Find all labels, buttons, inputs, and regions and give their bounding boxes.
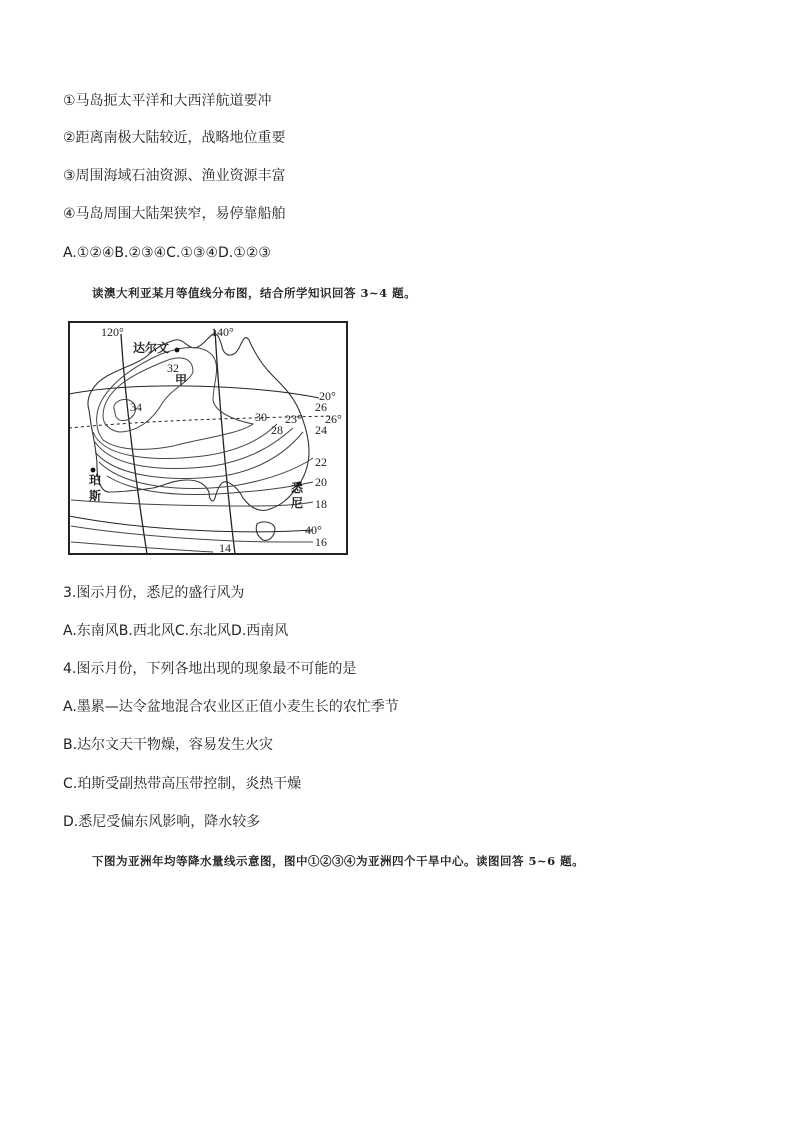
label-iso-20: 20 — [315, 475, 327, 489]
label-perth-line2: 斯 — [89, 489, 102, 503]
question-4-option-a: A.墨累—达令盆地混合农业区正值小麦生长的农忙季节 — [63, 699, 399, 715]
label-iso-22: 22 — [315, 455, 327, 469]
label-iso-24: 24 — [315, 423, 327, 437]
label-perth-line1: 珀 — [89, 473, 102, 487]
label-sydney-line1: 悉 — [291, 481, 304, 495]
intro-q5-q6: 下图为亚洲年均等降水量线示意图，图中①②③④为亚洲四个干旱中心。读图回答 5~6 题。 — [92, 854, 585, 868]
option-statement-2: ②距离南极大陆较近，战略地位重要 — [63, 130, 286, 146]
question-4-stem: 4.图示月份，下列各地出现的现象最不可能的是 — [63, 661, 357, 677]
label-iso-28: 28 — [271, 423, 283, 437]
intro-q3-q4: 读澳大利亚某月等值线分布图，结合所学知识回答 3~4 题。 — [92, 286, 417, 300]
label-iso-18: 18 — [315, 497, 327, 511]
label-lat-40: 40° — [305, 523, 322, 537]
option-statement-4: ④马岛周围大陆架狭窄，易停靠船舶 — [63, 206, 286, 222]
australia-isoline-map — [63, 320, 355, 558]
label-iso-30: 30 — [255, 410, 267, 424]
label-sydney-line2: 尼 — [291, 496, 304, 510]
label-iso-34: 34 — [130, 400, 142, 414]
question-4-option-d: D.悉尼受偏东风影响，降水较多 — [63, 814, 261, 830]
label-iso-26: 26 — [315, 400, 327, 414]
question-3-stem: 3.图示月份，悉尼的盛行风为 — [63, 585, 245, 601]
label-iso-32: 32 — [167, 361, 179, 375]
label-darwin: 达尔文 — [133, 341, 170, 355]
label-lat-20: 20° — [319, 389, 336, 403]
question-3-choices: A.东南风B.西北风C.东北风D.西南风 — [63, 623, 289, 639]
option-statement-3: ③周围海域石油资源、渔业资源丰富 — [63, 168, 286, 184]
label-iso-14: 14 — [219, 541, 231, 555]
question-4-option-c: C.珀斯受副热带高压带控制，炎热干燥 — [63, 776, 302, 792]
label-iso-16: 16 — [315, 535, 327, 549]
label-lon-140: 140° — [211, 325, 234, 339]
label-lat-23: 23° — [285, 412, 302, 426]
answer-choices-q2: A.①②④B.②③④C.①③④D.①②③ — [63, 245, 271, 261]
darwin-dot — [175, 348, 180, 353]
question-4-option-b: B.达尔文天干物燥，容易发生火灾 — [63, 737, 274, 753]
label-jia: 甲 — [175, 373, 188, 387]
label-lat-26: 26° — [325, 412, 342, 426]
label-lon-120: 120° — [101, 325, 124, 339]
perth-dot — [91, 468, 96, 473]
option-statement-1: ①马岛扼太平洋和大西洋航道要冲 — [63, 93, 272, 109]
